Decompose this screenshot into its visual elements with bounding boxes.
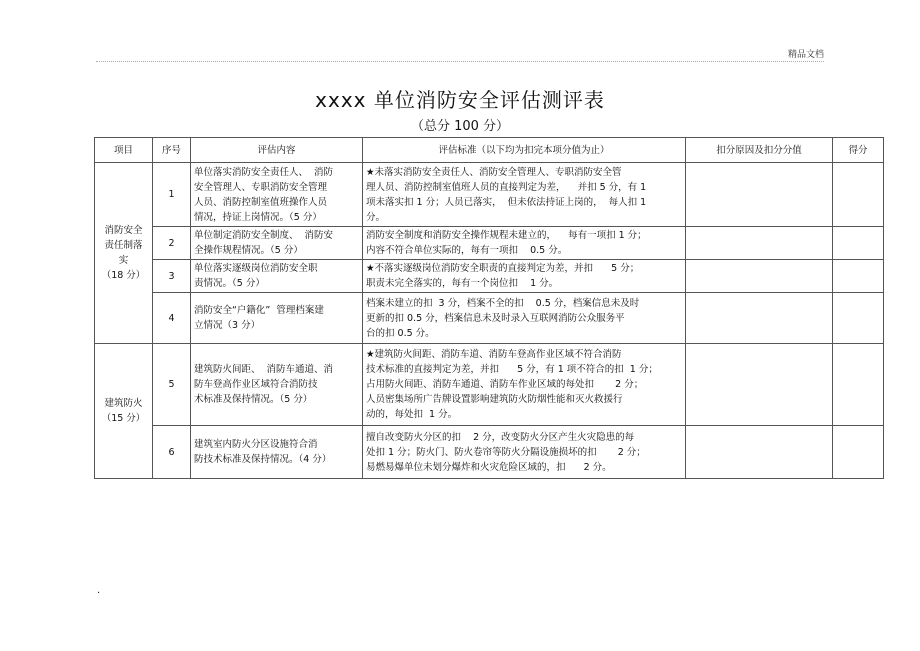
- row-number: 3: [153, 260, 191, 293]
- score-cell[interactable]: [833, 260, 884, 293]
- row-number: 2: [153, 227, 191, 260]
- project-cell: 建筑防火 （15 分）: [95, 344, 153, 479]
- row-standard: ★不落实逐级岗位消防安全职责的直接判定为差，并扣 5 分； 职责未完全落实的，每有一个岗位扣 1 分。: [363, 260, 686, 293]
- row-content: 单位制定消防安全制度、 消防安 全操作规程情况。（5 分）: [191, 227, 363, 260]
- table-row: [95, 426, 884, 479]
- deduction-cell[interactable]: [686, 344, 833, 426]
- deduction-cell[interactable]: [686, 163, 833, 227]
- footer-dot: .: [97, 585, 101, 596]
- row-number: 1: [153, 163, 191, 227]
- row-number: 6: [153, 426, 191, 479]
- table-row: [95, 293, 884, 344]
- row-standard: ★未落实消防安全责任人、消防安全管理人、专职消防安全管 理人员、消防控制室值班人员的直接判定为差， 并扣 5 分，有 1 项未落实扣 1 分；人员已落实， 但未依法持证上岗的， 每人扣 1 分。: [363, 163, 686, 227]
- score-cell[interactable]: [833, 426, 884, 479]
- deduction-cell[interactable]: [686, 227, 833, 260]
- row-content: 单位落实逐级岗位消防安全职 责情况。（5 分）: [191, 260, 363, 293]
- header-project: 项目: [95, 138, 153, 163]
- table-row: [95, 163, 884, 227]
- deduction-cell[interactable]: [686, 293, 833, 344]
- header-score: 得分: [833, 138, 884, 163]
- row-content: 建筑防火间距、 消防车通道、消 防车登高作业区域符合消防技 术标准及保持情况。（5 分）: [191, 344, 363, 426]
- row-standard: 擅自改变防火分区的扣 2 分，改变防火分区产生火灾隐患的每 处扣 1 分；防火门、防火卷帘等防火分隔设施损坏的扣 2 分； 易燃易爆单位未划分爆炸和火灾危险区域的，扣 2 分。: [363, 426, 686, 479]
- header-divider: [96, 61, 824, 62]
- table-row: [95, 227, 884, 260]
- page-subtitle: （总分 100 分）: [410, 119, 510, 134]
- header-note: 精品文档: [787, 50, 824, 60]
- row-standard: ★建筑防火间距、消防车道、消防车登高作业区域不符合消防 技术标准的直接判定为差，并扣 5 分，有 1 项不符合的扣 1 分； 占用防火间距、消防车通道、消防车作业区域的每处扣 2 分； 人员密集场所广告牌设置影响建筑防火防烟性能和灭火救援行 动的，每处扣 1 分。: [363, 344, 686, 426]
- score-cell[interactable]: [833, 344, 884, 426]
- table-row: [95, 260, 884, 293]
- row-content: 单位落实消防安全责任人、 消防 安全管理人、专职消防安全管理 人员、消防控制室值班操作人员 情况，持证上岗情况。（5 分）: [191, 163, 363, 227]
- header-number: 序号: [153, 138, 191, 163]
- header-content: 评估内容: [191, 138, 363, 163]
- table-row: [95, 344, 884, 426]
- page-title: xxxx 单位消防安全评估测评表: [315, 88, 605, 112]
- table-header-row: [95, 138, 884, 163]
- assessment-table: [94, 137, 884, 479]
- header-deduction: 扣分原因及扣分分值: [686, 138, 833, 163]
- row-standard: 档案未建立的扣 3 分，档案不全的扣 0.5 分，档案信息未及时 更新的扣 0.5 分，档案信息未及时录入互联网消防公众服务平 台的扣 0.5 分。: [363, 293, 686, 344]
- row-number: 4: [153, 293, 191, 344]
- header-standard: 评估标准（以下均为扣完本项分值为止）: [363, 138, 686, 163]
- row-content: 消防安全“户籍化” 管理档案建 立情况（3 分）: [191, 293, 363, 344]
- row-standard: 消防安全制度和消防安全操作规程未建立的， 每有一项扣 1 分； 内容不符合单位实际的，每有一项扣 0.5 分。: [363, 227, 686, 260]
- score-cell[interactable]: [833, 293, 884, 344]
- score-cell[interactable]: [833, 227, 884, 260]
- deduction-cell[interactable]: [686, 426, 833, 479]
- project-cell: 消防安全 责任制落 实 （18 分）: [95, 163, 153, 344]
- row-content: 建筑室内防火分区设施符合消 防技术标准及保持情况。（4 分）: [191, 426, 363, 479]
- score-cell[interactable]: [833, 163, 884, 227]
- deduction-cell[interactable]: [686, 260, 833, 293]
- row-number: 5: [153, 344, 191, 426]
